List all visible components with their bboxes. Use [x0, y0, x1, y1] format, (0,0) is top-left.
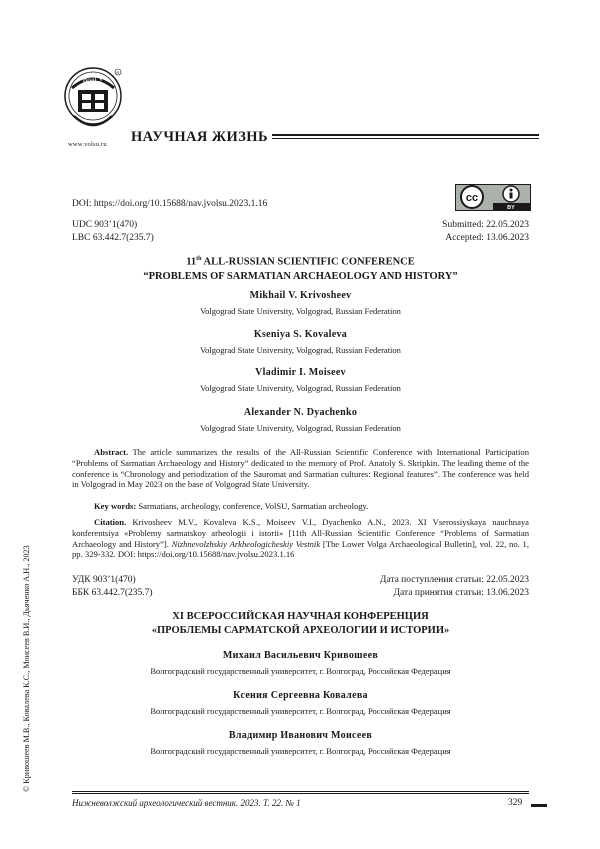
udc: UDC 903’1(470) [72, 220, 138, 230]
author-affiliation: Volgograd State University, Volgograd, Russian Federation [200, 383, 401, 393]
author-affiliation-ru: Волгоградский государственный университет, г. Волгоград, Российская Федерация [150, 666, 451, 676]
author-name: Vladimir I. Moiseev [255, 367, 346, 378]
page-marker [531, 804, 547, 807]
author-name: Mikhail V. Krivosheev [249, 290, 352, 301]
author-affiliation: Volgograd State University, Volgograd, Russian Federation [200, 423, 401, 433]
author-name: Kseniya S. Kovaleva [253, 329, 348, 340]
journal-footer: Нижневолжский археологический вестник. 2023. Т. 22. № 1 [72, 798, 301, 808]
footer-rule [72, 791, 529, 792]
author-affiliation-ru: Волгоградский государственный университет, г. Волгоград, Российская Федерация [150, 706, 451, 716]
author-name-ru: Ксения Сергеевна Ковалева [233, 690, 368, 701]
citation: Citation. Krivosheev M.V., Kovaleva K.S., Moiseev V.I., Dyachenko A.N., 2023. XI Vserossiyskaya nauchnaya konferentsiya «Problemy sarmatskoy arheologii i istorii» [11th All-Russian Scientific Conference “Problems of Sarmatian Archaeology and History”]. Nizhnevolzhskiy Arkheologicheskiy Vestnik [The Lower Volga Archaeological Bulletin], vol. 22, no. 1, pp. 329-332. DOI: https://doi.org/10.15688/nav.jvolsu.2023.1.16 [72, 517, 529, 560]
author-name: Alexander N. Dyachenko [243, 407, 358, 418]
submitted-date-ru: Дата поступления статьи: 22.05.2023 [379, 575, 529, 585]
footer-rule [72, 793, 529, 794]
logo-text: ВолГУ [82, 76, 104, 84]
author-affiliation: Volgograd State University, Volgograd, Russian Federation [200, 306, 401, 316]
lbc: LBC 63.442.7(235.7) [72, 233, 154, 243]
sidebar-copyright: © Кривошеев М.В., Ковалева К.С., Моисеев В.И., Дьяченко А.Н., 2023 [22, 545, 31, 792]
doi-link[interactable]: DOI: https://doi.org/10.15688/nav.jvolsu.2023.1.16 [72, 199, 268, 209]
section-title: НАУЧНАЯ ЖИЗНЬ [131, 129, 268, 145]
author-affiliation: Volgograd State University, Volgograd, Russian Federation [200, 345, 401, 355]
author-affiliation-ru: Волгоградский государственный университет, г. Волгоград, Российская Федерация [150, 746, 451, 756]
page-number: 329 [508, 798, 523, 808]
cc-by-license-icon[interactable] [455, 184, 531, 211]
article-title-en: 11th ALL-RUSSIAN SCIENTIFIC CONFERENCE “PROBLEMS OF SARMATIAN ARCHAEOLOGY AND HISTORY” [143, 256, 458, 282]
logo-url[interactable]: www.volsu.ru [68, 141, 107, 148]
title-rule [272, 134, 539, 136]
article-title-ru: XI ВСЕРОССИЙСКАЯ НАУЧНАЯ КОНФЕРЕНЦИЯ «ПРОБЛЕМЫ САРМАТСКОЙ АРХЕОЛОГИИ И ИСТОРИИ» [151, 611, 450, 636]
keywords: Key words: Sarmatians, archeology, conference, VolSU, Sarmatian archeology. [94, 501, 369, 511]
by-label: BY [507, 205, 515, 211]
cc-label: cc [465, 192, 479, 204]
submitted-date: Submitted: 22.05.2023 [442, 220, 529, 230]
accepted-date: Accepted: 13.06.2023 [445, 233, 529, 243]
udk: УДК 903’1(470) [72, 575, 136, 585]
svg-text:R: R [116, 70, 120, 75]
author-name-ru: Владимир Иванович Моисеев [228, 730, 373, 741]
author-name-ru: Михаил Васильевич Кривошеев [222, 650, 379, 661]
university-logo-icon [62, 66, 124, 138]
title-rule [272, 138, 539, 139]
abstract: Abstract. The article summarizes the results of the All-Russian Scientific Conference with International Participation “Problems of Sarmatian Archaeology and History” dedicated to the memory of Prof. Anatoly S. Skripkin. The leading theme of the conference is “Chronology and periodization of the Sauromat and Sarmatian cultures: Regional features”. The conference was held in Volgograd in May 2023 on the base of Volgograd State University. [72, 447, 529, 490]
bbk: ББК 63.442.7(235.7) [72, 588, 153, 598]
accepted-date-ru: Дата принятия статьи: 13.06.2023 [393, 588, 529, 598]
